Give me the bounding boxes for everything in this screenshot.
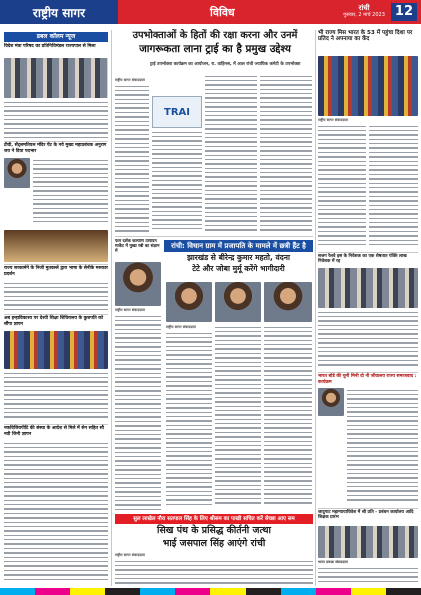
bottom-headline-line2: भाई जसपाल सिंह आएंगे रांची — [162, 538, 266, 549]
left-story5-headline: नकविजिवपीटि की संस्था के आदेश से मिले में सेन सहित सौ नवी जिनी ज्ञापन — [4, 426, 104, 437]
right-photo-1 — [318, 56, 418, 116]
center-body-col3 — [264, 325, 312, 511]
header-meta — [293, 0, 421, 24]
dateline-city: रांची — [358, 4, 370, 12]
column-divider-right — [315, 30, 316, 586]
left-story2-photo — [4, 158, 30, 188]
left-divider-1 — [4, 141, 108, 142]
print-color-strip — [0, 588, 421, 595]
middle-left-byline: राष्ट्रीय सागर संवाददाता — [115, 308, 145, 312]
lead-body-col3 — [205, 74, 257, 234]
lead-body-col2 — [152, 130, 202, 234]
center-byline: राष्ट्रीय सागर संवाददाता — [166, 325, 196, 329]
right-story2-photo — [318, 268, 418, 308]
lead-body-col4 — [260, 74, 312, 234]
column-divider-left — [111, 30, 112, 586]
bottom-right-headline: जादुगाट महान्यायाधिवेश में श्री प्रति - प्रबंधन कार्यालय आदि शिक्षक प्रारंभ — [318, 510, 414, 521]
left-story2-photo2 — [4, 230, 108, 262]
middle-left-headline: फल दर्शक कल्याण उत्पादन मार्केट में मुख्य रबी का संज्ञान में — [115, 238, 160, 254]
left-story5-body — [4, 441, 108, 586]
section-title: विविध — [118, 0, 293, 24]
lead-headline-line1: उपभोक्ताओं के हितों की रक्षा करना और उनमें — [132, 30, 298, 41]
right-headline: भी राज्य मिस भारत के 53 में पहुंचा दिशा पर प्रतिद ने अपनाया का केंद — [318, 30, 413, 43]
right-story3-body — [347, 388, 418, 506]
bottom-story-bar: सुल लाखेल नौरा सतपाल सिंह के लिए श्रीसम का पाखी सचित करें सेच्छा आए सम — [115, 514, 313, 524]
center-headline-line2: टेटे और जोबा मुर्मू करेंगे भागीदारी — [192, 264, 285, 273]
left-divider-2 — [4, 264, 108, 265]
page-number: 12 — [391, 3, 417, 21]
center-body-col1 — [166, 331, 212, 511]
left-story3-headline: राज्य सरकार्मने के निजी मुतवल्ले द्वारा भाषा के सेनीके मरुकार प्रदर्शन — [4, 266, 108, 277]
dateline-date: गुरुवार, 2 मार्च 2023 — [343, 12, 385, 18]
right-byline: राष्ट्रीय सागर संवाददाता — [318, 118, 348, 122]
bottom-body — [115, 559, 313, 586]
center-headline-line1: झारखंड से बीरेन्द्र कुमार महतो, वंदना — [187, 253, 290, 262]
right-body-col1 — [318, 124, 366, 250]
center-body-col2 — [215, 325, 261, 511]
masthead-brand: राष्ट्रीय सागर — [0, 0, 118, 24]
lead-headline-line2: जागरूकता लाना ट्राई का है प्रमुख उद्देश्य — [139, 43, 291, 55]
lead-body-col1 — [115, 84, 149, 234]
center-photo-1 — [166, 282, 212, 322]
right-divider-2 — [318, 372, 418, 373]
trai-logo: TRAI — [152, 96, 202, 128]
left-story4-body — [4, 371, 108, 423]
left-story1-headline: विदेश मंत्रा परिषद का प्रतिनिधिमंडल राज्यपाल से मिला — [4, 44, 96, 49]
bottom-byline: राष्ट्रीय सागर संवाददाता — [115, 553, 145, 557]
middle-left-portrait — [115, 262, 161, 306]
bottom-right-photo — [318, 526, 418, 558]
bottom-right-caption: भारत प्रकाश संवाददाता — [318, 560, 348, 564]
center-story-bar: रांची: विधान ग्राम में प्रजापति के मामले में छत्री हैंट है — [164, 240, 313, 252]
lead-byline: राष्ट्रीय सागर संवाददाता — [115, 78, 145, 82]
page-header — [0, 0, 421, 24]
left-story2-body — [33, 158, 108, 228]
left-story4-headline: अब इन्हाविकाश्य पर देश्यी शिक्षा शिविरालय के कुशपति को सौंपा ज्ञापन — [4, 316, 104, 327]
right-story2-headline: सजग रेलवे इस के निवेशक का एक शेषतात पंक्ति लाख निवेशक में रह — [318, 254, 407, 265]
right-story3-headline: भारत बोडे की चुनी मिनी दो नौ जीवालय राज्य समाजवाद : कार्यक्रम — [318, 374, 417, 385]
right-story3-portrait — [318, 388, 344, 416]
lead-subhead: ट्राई उपभोक्ता कार्यक्रम का आयोजन, रा. वाहिनस, में आल रांची ज्यायिक कमेटी के उपभोक्ता — [150, 62, 301, 67]
left-column-title: डबल कॉलम न्यूज — [4, 32, 108, 42]
left-story3-body — [4, 281, 108, 313]
right-divider-1 — [318, 252, 418, 253]
right-body-col2 — [369, 124, 418, 250]
left-divider-4 — [4, 424, 108, 425]
left-story2-headline: टीवी, सेंट्लमतियल मंदिर पेंट के नये मुख्य महाप्रबंधक अनुराग जय ने दिया पदभार — [4, 143, 107, 154]
left-story4-photo — [4, 331, 108, 369]
right-story2-body — [318, 310, 418, 370]
middle-left-body — [115, 314, 161, 514]
dateline — [343, 5, 385, 19]
center-photo-2 — [215, 282, 261, 322]
center-photo-3 — [264, 282, 312, 322]
lead-divider — [115, 236, 313, 237]
left-story1-body — [4, 100, 108, 140]
bottom-right-body — [318, 566, 418, 586]
bottom-headline-line1: सिख पंथ के प्रसिद्ध कीर्तनी जत्था — [157, 525, 271, 536]
left-story1-photo — [4, 58, 108, 98]
left-divider-3 — [4, 314, 108, 315]
right-divider-3 — [318, 508, 418, 509]
